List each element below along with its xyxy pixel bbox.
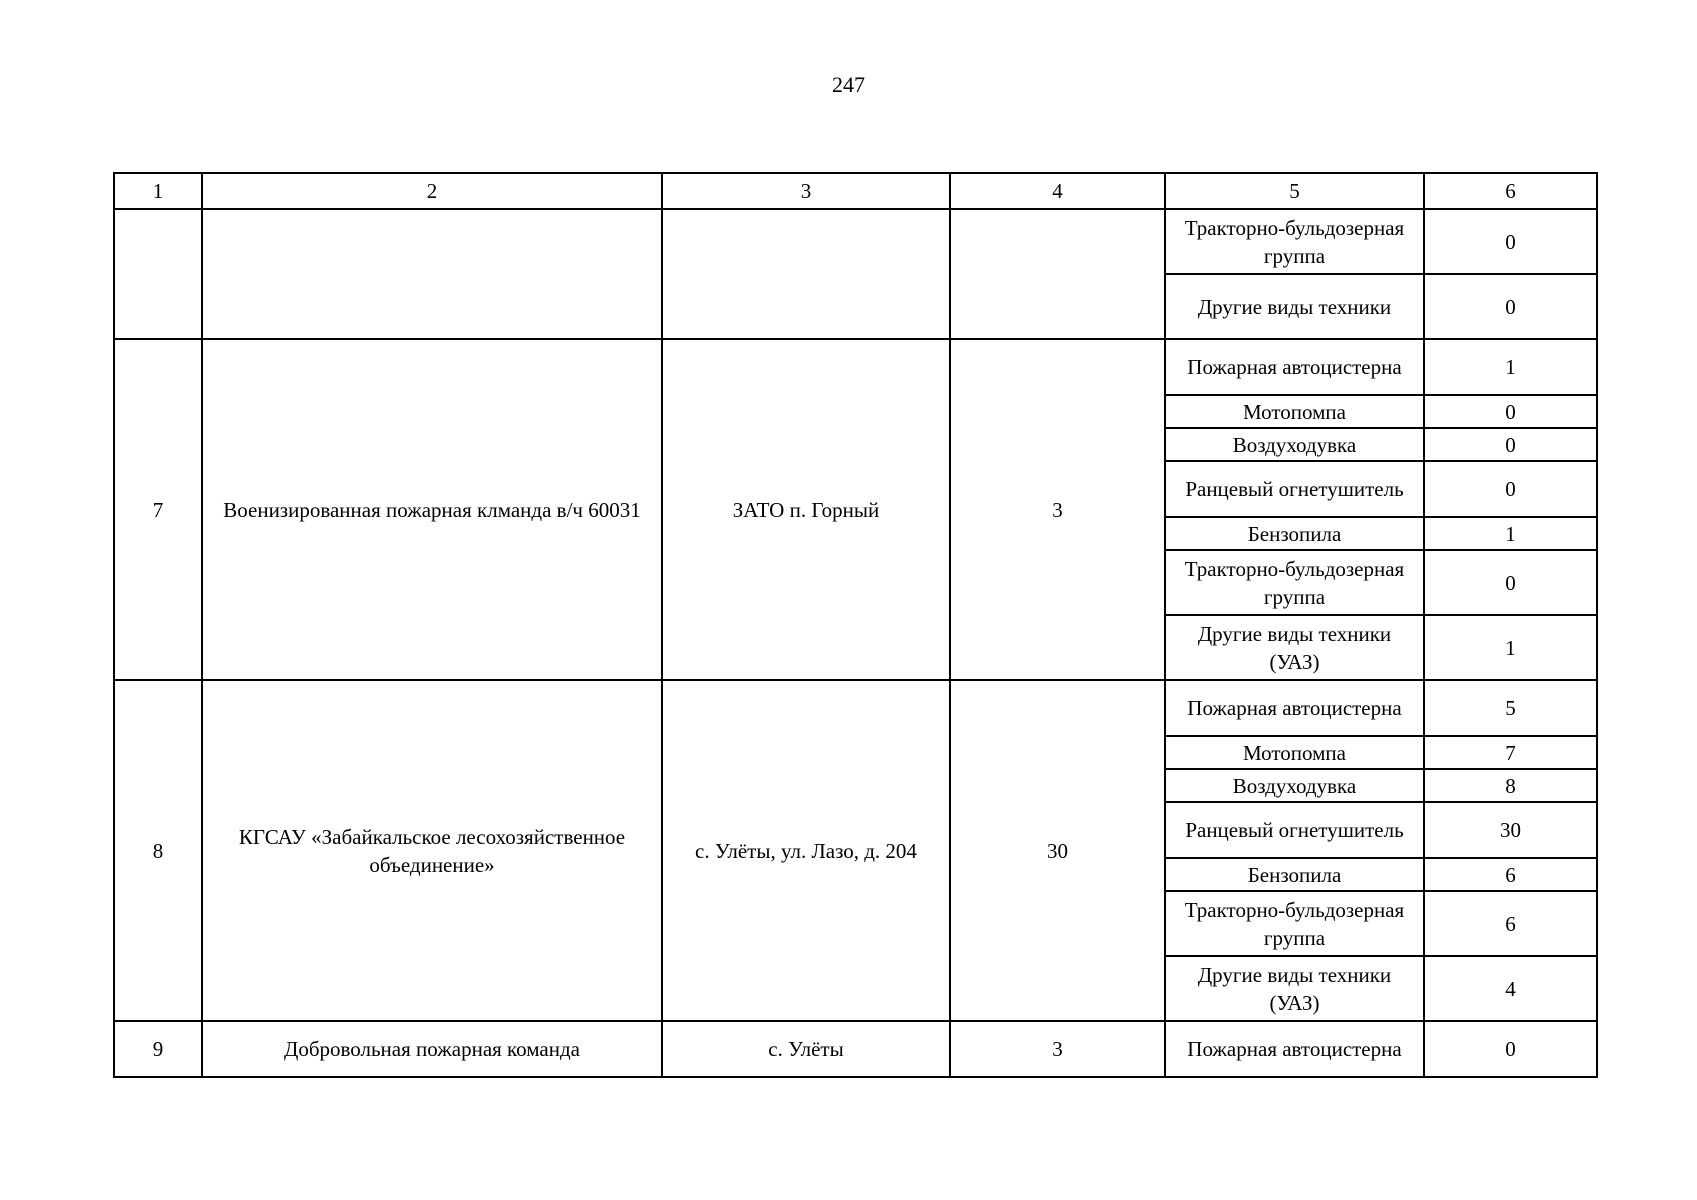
table-row xyxy=(114,1021,1597,1077)
column-header: 3 xyxy=(662,173,950,209)
equipment-count: 30 xyxy=(1424,802,1597,858)
equipment-count: 0 xyxy=(1424,209,1597,274)
organization-cell xyxy=(202,209,662,339)
equipment-count: 0 xyxy=(1424,428,1597,461)
page-number: 247 xyxy=(832,72,865,97)
organization-cell: Военизированная пожарная клманда в/ч 60031 xyxy=(202,339,662,680)
column-header: 4 xyxy=(950,173,1165,209)
row-number-cell: 7 xyxy=(114,339,202,680)
equipment-table xyxy=(113,172,1598,1078)
equipment-count: 6 xyxy=(1424,858,1597,891)
column-header: 1 xyxy=(114,173,202,209)
organization-cell: Добровольная пожарная команда xyxy=(202,1021,662,1077)
equipment-type: Мотопомпа xyxy=(1165,736,1424,769)
equipment-type: Бензопила xyxy=(1165,517,1424,550)
personnel-cell xyxy=(950,209,1165,339)
equipment-type: Другие виды техники xyxy=(1165,274,1424,339)
equipment-count: 4 xyxy=(1424,956,1597,1021)
location-cell: ЗАТО п. Горный xyxy=(662,339,950,680)
personnel-cell: 3 xyxy=(950,1021,1165,1077)
equipment-count: 0 xyxy=(1424,395,1597,428)
equipment-type: Воздуходувка xyxy=(1165,428,1424,461)
equipment-type: Мотопомпа xyxy=(1165,395,1424,428)
equipment-count: 1 xyxy=(1424,517,1597,550)
location-cell: с. Улёты xyxy=(662,1021,950,1077)
location-cell xyxy=(662,209,950,339)
table-row xyxy=(114,339,1597,395)
equipment-type: Пожарная автоцистерна xyxy=(1165,1021,1424,1077)
equipment-type: Воздуходувка xyxy=(1165,769,1424,802)
equipment-count: 5 xyxy=(1424,680,1597,736)
equipment-count: 0 xyxy=(1424,550,1597,615)
equipment-type: Тракторно-бульдозерная группа xyxy=(1165,550,1424,615)
equipment-type: Пожарная автоцистерна xyxy=(1165,680,1424,736)
equipment-count: 0 xyxy=(1424,1021,1597,1077)
location-cell: с. Улёты, ул. Лазо, д. 204 xyxy=(662,680,950,1021)
column-header: 6 xyxy=(1424,173,1597,209)
personnel-cell: 3 xyxy=(950,339,1165,680)
row-number-cell: 9 xyxy=(114,1021,202,1077)
header-row xyxy=(114,173,1597,209)
row-number-cell: 8 xyxy=(114,680,202,1021)
equipment-type: Ранцевый огнетушитель xyxy=(1165,802,1424,858)
equipment-count: 1 xyxy=(1424,339,1597,395)
personnel-cell: 30 xyxy=(950,680,1165,1021)
equipment-type: Другие виды техники (УАЗ) xyxy=(1165,956,1424,1021)
column-header: 2 xyxy=(202,173,662,209)
equipment-count: 1 xyxy=(1424,615,1597,680)
equipment-count: 0 xyxy=(1424,461,1597,517)
table-row xyxy=(114,680,1597,736)
organization-cell: КГСАУ «Забайкальское лесохозяйственное объединение» xyxy=(202,680,662,1021)
equipment-count: 8 xyxy=(1424,769,1597,802)
equipment-type: Ранцевый огнетушитель xyxy=(1165,461,1424,517)
row-number-cell xyxy=(114,209,202,339)
equipment-count: 6 xyxy=(1424,891,1597,956)
equipment-type: Бензопила xyxy=(1165,858,1424,891)
equipment-type: Другие виды техники (УАЗ) xyxy=(1165,615,1424,680)
equipment-type: Тракторно-бульдозерная группа xyxy=(1165,209,1424,274)
table-row xyxy=(114,209,1597,274)
equipment-type: Тракторно-бульдозерная группа xyxy=(1165,891,1424,956)
equipment-count: 7 xyxy=(1424,736,1597,769)
equipment-count: 0 xyxy=(1424,274,1597,339)
equipment-type: Пожарная автоцистерна xyxy=(1165,339,1424,395)
column-header: 5 xyxy=(1165,173,1424,209)
